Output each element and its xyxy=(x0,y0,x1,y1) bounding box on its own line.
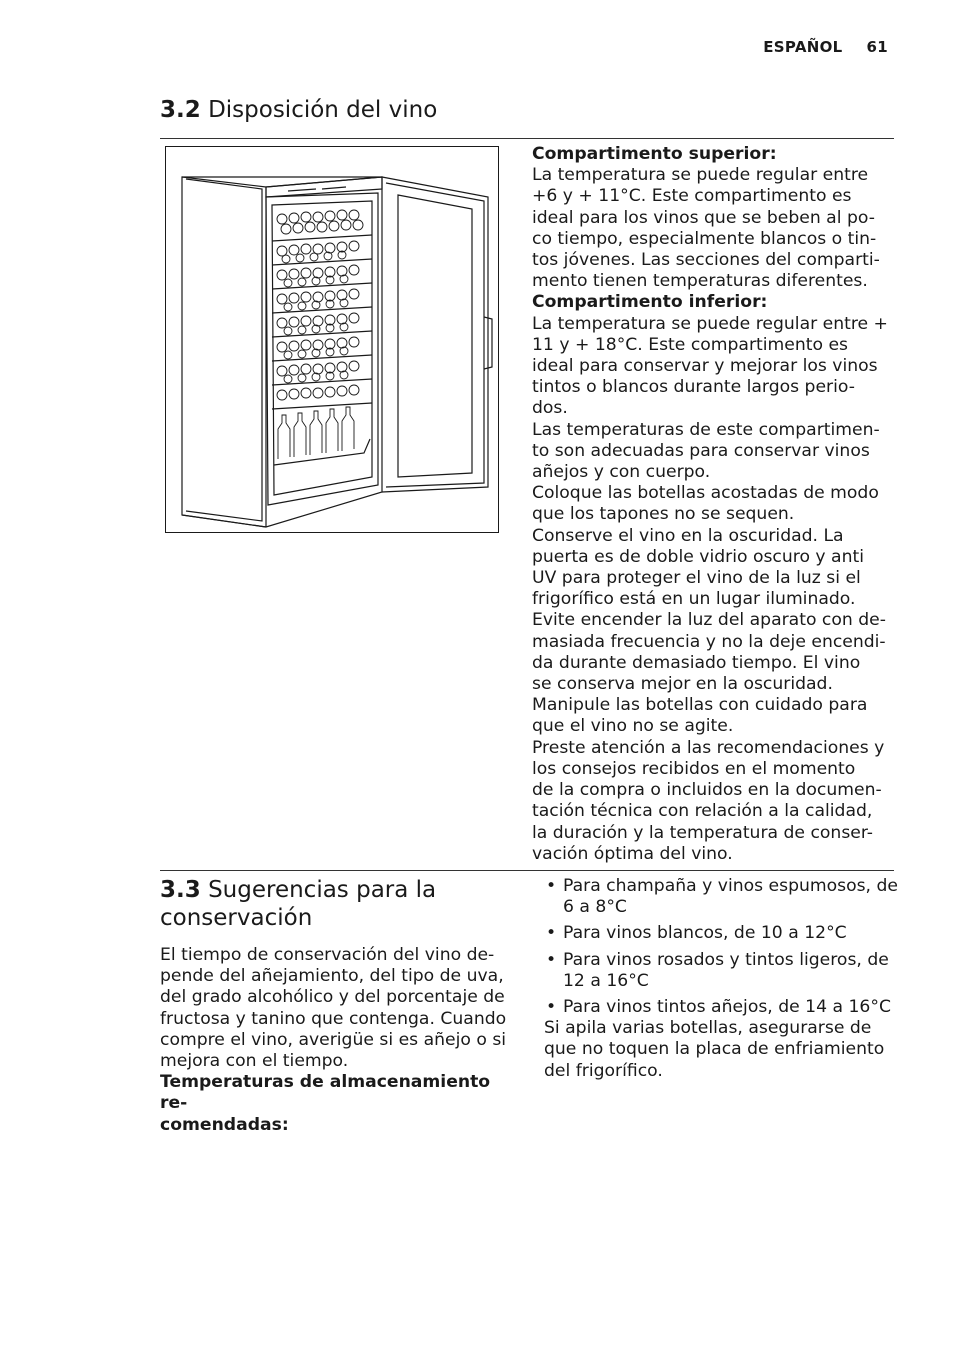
lower-line: se conserva mejor en la oscuridad. xyxy=(532,674,833,695)
wine-cabinet-illustration xyxy=(165,146,499,533)
lower-line: dos. xyxy=(532,398,568,419)
upper-line: ideal para los vinos que se beben al po- xyxy=(532,207,875,228)
section-3-2-number: 3.2 xyxy=(160,97,201,123)
lower-line: La temperatura se puede regular entre + xyxy=(532,313,888,334)
lower-line: 11 y + 18°C. Este compartimento es xyxy=(532,334,849,355)
stacking-line: del frigorífico. xyxy=(544,1060,663,1081)
section-3-3-title-line1: Sugerencias para la xyxy=(208,877,437,903)
bullet-line: Para vinos blancos, de 10 a 12°C xyxy=(563,923,847,944)
intro-line: mejora con el tiempo. xyxy=(160,1051,349,1072)
page-number: 61 xyxy=(866,38,888,56)
section-3-3-number: 3.3 xyxy=(160,877,201,903)
storage-temperatures-heading-line1: Temperaturas de almacenamiento re- xyxy=(160,1072,491,1114)
lower-line: la duración y la temperatura de conser- xyxy=(532,822,874,843)
lower-line: puerta es de doble vidrio oscuro y anti xyxy=(532,546,865,567)
lower-line: que el vino no se agite. xyxy=(532,716,734,737)
upper-line: La temperatura se puede regular entre xyxy=(532,165,869,186)
list-item xyxy=(544,876,898,918)
section-divider-top xyxy=(160,138,894,139)
lower-line: tintos o blancos durante largos perio- xyxy=(532,377,855,398)
lower-line: frigorífico está en un lugar iluminado. xyxy=(532,589,856,610)
intro-line: pende del añejamiento, del tipo de uva, xyxy=(160,966,504,987)
lower-line: Evite encender la luz del aparato con de- xyxy=(532,610,886,631)
section-3-2-heading xyxy=(160,96,437,124)
lower-line: de la compra o incluidos en la documen- xyxy=(532,780,882,801)
list-item xyxy=(544,997,898,1018)
intro-line: del grado alcohólico y del porcentaje de xyxy=(160,987,505,1008)
lower-line: masiada frecuencia y no la deje encendi- xyxy=(532,631,886,652)
upper-line: tos jóvenes. Las secciones del comparti- xyxy=(532,250,880,271)
section-divider-middle xyxy=(160,870,894,871)
lower-line: Las temperaturas de este compartimen- xyxy=(532,419,880,440)
lower-compartment-heading: Compartimento inferior: xyxy=(532,292,768,313)
bullet-line: Para champaña y vinos espumosos, de xyxy=(563,876,898,896)
lower-line: Manipule las botellas con cuidado para xyxy=(532,695,868,716)
lower-line: Conserve el vino en la oscuridad. La xyxy=(532,525,844,546)
list-item xyxy=(544,923,898,944)
section-3-2-text xyxy=(532,144,894,865)
intro-line: fructosa y tanino que contenga. Cuando xyxy=(160,1008,507,1029)
intro-line: compre el vino, averigüe si es añejo o si xyxy=(160,1029,507,1050)
lower-line: que los tapones no se sequen. xyxy=(532,504,795,525)
lower-line: da durante demasiado tiempo. El vino xyxy=(532,652,861,673)
section-3-3-title-line2: conservación xyxy=(160,905,313,931)
lower-line: to son adecuadas para conservar vinos xyxy=(532,440,870,461)
upper-compartment-heading: Compartimento superior: xyxy=(532,144,777,164)
section-3-2-title: Disposición del vino xyxy=(208,97,438,123)
lower-line: tación técnica con relación a la calidad, xyxy=(532,801,873,822)
lower-line: añejos y con cuerpo. xyxy=(532,462,711,483)
lower-line: Preste atención a las recomendaciones y xyxy=(532,737,885,758)
section-3-3-intro xyxy=(160,945,520,1136)
header-language: ESPAÑOL xyxy=(763,38,843,56)
list-item xyxy=(544,950,898,992)
temperature-list xyxy=(544,876,898,1018)
storage-temperatures-heading-line2: comendadas: xyxy=(160,1114,289,1135)
upper-line: co tiempo, especialmente blancos o tin- xyxy=(532,228,877,249)
upper-line: +6 y + 11°C. Este compartimento es xyxy=(532,186,852,207)
stacking-line: que no toquen la placa de enfriamiento xyxy=(544,1039,885,1060)
stacking-line: Si apila varias botellas, asegurarse de xyxy=(544,1018,872,1039)
page-header xyxy=(763,38,888,56)
lower-line: vación óptima del vino. xyxy=(532,843,733,864)
bullet-line: Para vinos tintos añejos, de 14 a 16°C xyxy=(563,997,891,1018)
bullet-line: 6 a 8°C xyxy=(563,897,627,918)
lower-line: UV para proteger el vino de la luz si el xyxy=(532,568,861,589)
section-3-3-right xyxy=(544,876,898,1082)
lower-line: Coloque las botellas acostadas de modo xyxy=(532,483,879,504)
section-3-3-heading xyxy=(160,876,436,932)
bullet-line: Para vinos rosados y tintos ligeros, de xyxy=(563,949,889,970)
intro-line: El tiempo de conservación del vino de- xyxy=(160,945,495,965)
wine-cabinet-drawing xyxy=(166,147,498,532)
upper-line: mento tienen temperaturas diferentes. xyxy=(532,271,868,292)
lower-line: ideal para conservar y mejorar los vinos xyxy=(532,356,878,377)
bullet-line: 12 a 16°C xyxy=(563,970,649,991)
lower-line: los consejos recibidos en el momento xyxy=(532,758,856,779)
